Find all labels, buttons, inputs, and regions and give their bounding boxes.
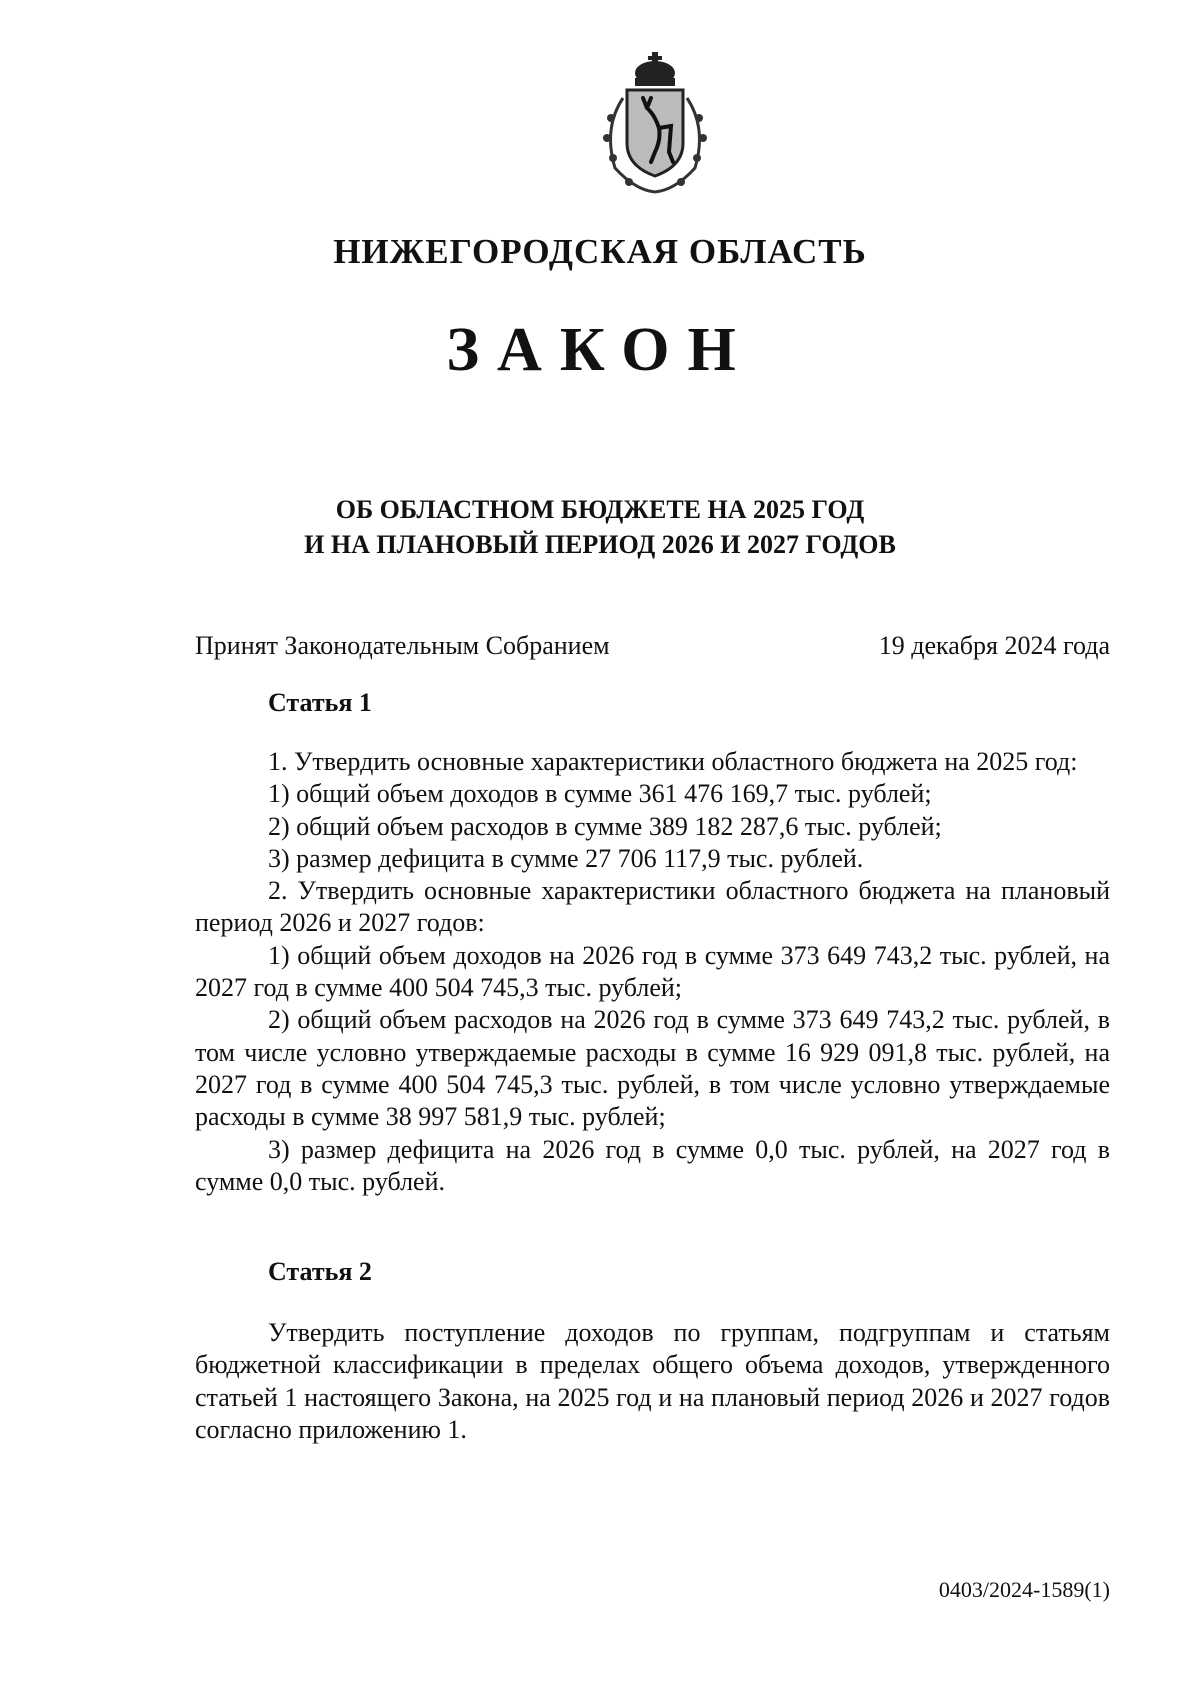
region-name: НИЖЕГОРОДСКАЯ ОБЛАСТЬ bbox=[333, 232, 867, 271]
article-1-paragraph: 3) размер дефицита на 2026 год в сумме 0,0 тыс. рублей, на 2027 год в сумме 0,0 тыс. рублей. bbox=[195, 1134, 1110, 1196]
article-1-heading: Статья 1 bbox=[268, 688, 372, 717]
article-1-paragraph: 2. Утвердить основные характеристики областного бюджета на плановый период 2026 и 2027 годов: bbox=[195, 876, 1110, 938]
document-type: ЗАКОН bbox=[446, 316, 754, 384]
article-1-paragraph: 3) размер дефицита в сумме 27 706 117,9 тыс. рублей. bbox=[268, 843, 864, 873]
article-1-body bbox=[195, 746, 1110, 1198]
article-1-paragraph: 1. Утвердить основные характеристики областного бюджета на 2025 год: bbox=[268, 747, 1078, 776]
article-1-paragraph: 1) общий объем доходов на 2026 год в сумме 373 649 743,2 тыс. рублей, на 2027 год в сумме 400 504 745,3 тыс. рублей; bbox=[195, 940, 1110, 1003]
document-number: 0403/2024-1589(1) bbox=[938, 1577, 1110, 1602]
adopted-by: Принят Законодательным Собранием bbox=[195, 631, 610, 660]
article-2-paragraph: Утвердить поступление доходов по группам, подгруппам и статьям бюджетной классификации в пределах общего объема доходов, утвержденного статьей 1 настоящего Закона, на 2025 год и на плановый период 2026 и 2027 годов согласно приложению 1. bbox=[195, 1318, 1110, 1444]
law-title-line-2: И НА ПЛАНОВЫЙ ПЕРИОД 2026 И 2027 ГОДОВ bbox=[304, 530, 896, 559]
article-1-paragraph: 2) общий объем расходов в сумме 389 182 287,6 тыс. рублей; bbox=[268, 811, 942, 841]
article-2-heading: Статья 2 bbox=[268, 1257, 372, 1286]
article-2-body bbox=[195, 1317, 1110, 1446]
adoption-line bbox=[195, 630, 1110, 662]
law-title-line-1: ОБ ОБЛАСТНОМ БЮДЖЕТЕ НА 2025 ГОД bbox=[335, 495, 865, 524]
law-title bbox=[0, 492, 1200, 562]
article-1-paragraph: 2) общий объем расходов на 2026 год в сумме 373 649 743,2 тыс. рублей, в том числе условно утверждаемые расходы в сумме 16 929 091,8 тыс. рублей, на 2027 год в сумме 400 504 745,3 тыс. рублей, в том числе условно утверждаемые расходы в сумме 38 997 581,9 тыс. рублей; bbox=[195, 1005, 1110, 1132]
adoption-date: 19 декабря 2024 года bbox=[878, 631, 1110, 660]
article-1-paragraph: 1) общий объем доходов в сумме 361 476 169,7 тыс. рублей; bbox=[268, 779, 932, 809]
coat-of-arms-icon bbox=[585, 48, 725, 198]
